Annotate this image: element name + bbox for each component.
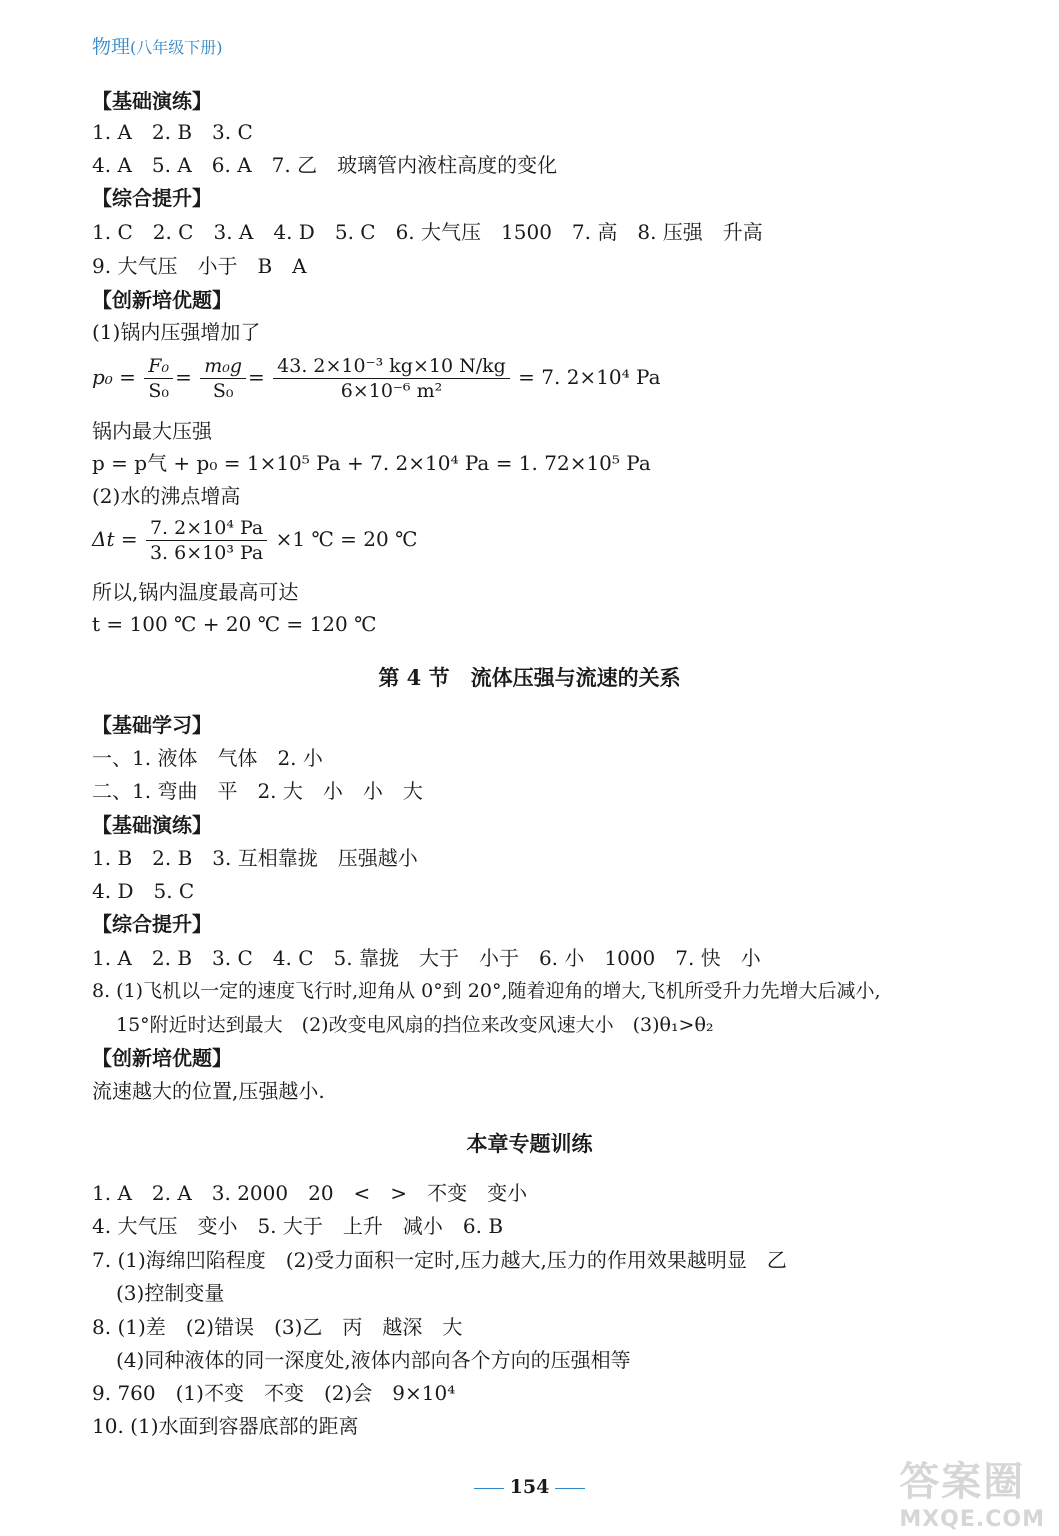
page-header bbox=[92, 32, 223, 59]
answer-line: 10. (1)水面到容器底部的距离 bbox=[92, 1414, 359, 1438]
dash-right bbox=[555, 1488, 585, 1489]
dash-left bbox=[474, 1488, 504, 1489]
heading-comprehensive: 【综合提升】 bbox=[92, 186, 212, 210]
answer-line: 1. A 2. B 3. C 4. C 5. 靠拢 大于 小于 6. 小 1000 7. 快 小 bbox=[92, 946, 761, 970]
formula-lhs: Δt = bbox=[92, 527, 138, 551]
answer-line: 9. 760 (1)不变 不变 (2)会 9×10⁴ bbox=[92, 1381, 456, 1405]
fraction: $\frac{\text{43. 2×10⁻³ kg×10 N/kg}}{\text{6×10⁻⁶ m²}}$ bbox=[273, 354, 510, 403]
watermark-logo: 答案圈 MXQE.COM bbox=[899, 1459, 1045, 1532]
header-grade: (八年级下册) bbox=[130, 38, 223, 57]
answer-line: (1)锅内压强增加了 bbox=[92, 320, 261, 344]
answer-line: 锅内最大压强 bbox=[92, 419, 212, 443]
header-subject: 物理 bbox=[92, 36, 131, 58]
heading-comprehensive: 【综合提升】 bbox=[92, 912, 212, 936]
answer-line: (4)同种液体的同一深度处,液体内部向各个方向的压强相等 bbox=[116, 1348, 631, 1372]
formula-pressure: p₀ = $\frac{\text{F₀}}{\text{S₀}}$ = $\frac{\text{m₀g}}{\text{S₀}}$ = $\frac{\text{43. 2×10⁻³ kg×10 N/kg}}{\text{6×10⁻⁶ m²}}$ = 7. 2×10⁴ Pa bbox=[92, 355, 661, 402]
answer-line: 流速越大的位置,压强越小. bbox=[92, 1079, 325, 1103]
answer-line: 4. D 5. C bbox=[92, 879, 195, 903]
formula-result: = 7. 2×10⁴ Pa bbox=[518, 365, 661, 389]
answer-line: 一、1. 液体 气体 2. 小 bbox=[92, 746, 323, 770]
answer-line: 二、1. 弯曲 平 2. 大 小 小 大 bbox=[92, 779, 423, 803]
answer-line: 7. (1)海绵凹陷程度 (2)受力面积一定时,压力越大,压力的作用效果越明显 乙 bbox=[92, 1248, 787, 1272]
answer-line: 4. 大气压 变小 5. 大于 上升 减小 6. B bbox=[92, 1214, 504, 1238]
answer-line: 9. 大气压 小于 B A bbox=[92, 254, 307, 278]
section-title: 第 4 节 流体压强与流速的关系 bbox=[378, 665, 681, 690]
heading-innovation: 【创新培优题】 bbox=[92, 288, 232, 312]
answer-line: 4. A 5. A 6. A 7. 乙 玻璃管内液柱高度的变化 bbox=[92, 153, 558, 177]
formula-lhs: p₀ = bbox=[92, 365, 136, 389]
answer-line: 1. A 2. B 3. C bbox=[92, 120, 253, 144]
answer-line: 8. (1)飞机以一定的速度飞行时,迎角从 0°到 20°,随着迎角的增大,飞机所受升力先增大后减小, bbox=[92, 980, 881, 1002]
answer-line: 1. A 2. A 3. 2000 20 < > 不变 变小 bbox=[92, 1181, 528, 1205]
formula-line: t = 100 ℃ + 20 ℃ = 120 ℃ bbox=[92, 612, 377, 636]
section-title: 本章专题训练 bbox=[466, 1131, 593, 1156]
formula-boiling bbox=[92, 516, 417, 565]
fraction: $\frac{\text{m₀g}}{\text{S₀}}$ bbox=[200, 354, 246, 403]
answer-line: 所以,锅内温度最高可达 bbox=[92, 580, 299, 604]
formula-line: p = p气 + p₀ = 1×10⁵ Pa + 7. 2×10⁴ Pa = 1. 72×10⁵ Pa bbox=[92, 451, 651, 475]
heading-basic-practice: 【基础演练】 bbox=[92, 89, 212, 113]
heading-innovation: 【创新培优题】 bbox=[92, 1046, 232, 1070]
formula-result: ×1 ℃ = 20 ℃ bbox=[275, 527, 418, 551]
answer-line: 1. C 2. C 3. A 4. D 5. C 6. 大气压 1500 7. 高 8. 压强 升高 bbox=[92, 220, 763, 244]
answer-line: (3)控制变量 bbox=[116, 1281, 225, 1305]
answer-line: 15°附近时达到最大 (2)改变电风扇的挡位来改变风速大小 (3)θ₁>θ₂ bbox=[116, 1014, 714, 1036]
answer-line: 1. B 2. B 3. 互相靠拢 压强越小 bbox=[92, 846, 418, 870]
page-number: 154 bbox=[0, 1476, 1059, 1498]
answer-line: 8. (1)差 (2)错误 (3)乙 丙 越深 大 bbox=[92, 1315, 463, 1339]
answer-line: (2)水的沸点增高 bbox=[92, 484, 241, 508]
heading-basic-practice: 【基础演练】 bbox=[92, 813, 212, 837]
heading-basic-learning: 【基础学习】 bbox=[92, 713, 212, 737]
fraction: $\frac{\text{F₀}}{\text{S₀}}$ bbox=[144, 354, 173, 403]
fraction: $\frac{\text{7. 2×10⁴ Pa}}{\text{3. 6×10³ Pa}}$ bbox=[146, 516, 267, 565]
